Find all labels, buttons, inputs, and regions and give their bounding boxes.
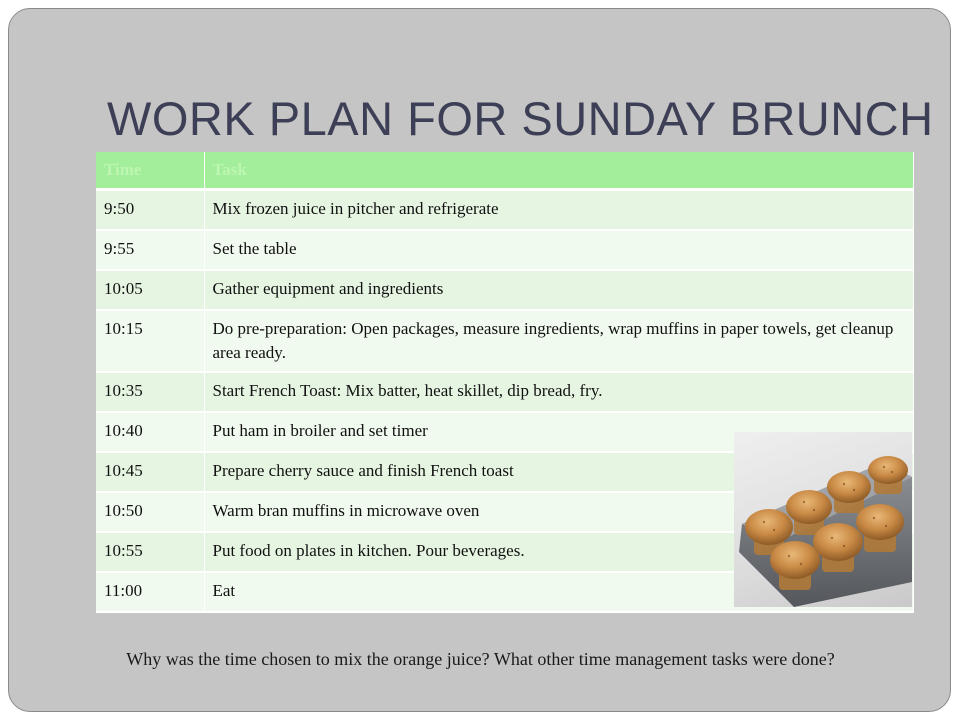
header-time: Time — [96, 152, 204, 189]
discussion-question: Why was the time chosen to mix the orange juice? What other time management tasks were done? — [126, 649, 835, 669]
row-time: 10:45 — [96, 452, 204, 492]
row-time: 9:50 — [96, 189, 204, 230]
table-row — [96, 189, 913, 230]
table-row — [96, 270, 913, 310]
table-header-row — [96, 152, 913, 189]
header-task: Task — [204, 152, 913, 189]
row-task: Put ham in broiler and set timer — [204, 412, 913, 452]
slide — [8, 8, 951, 712]
row-time: 10:15 — [96, 310, 204, 372]
table-row — [96, 230, 913, 270]
row-time: 10:50 — [96, 492, 204, 532]
row-task: Mix frozen juice in pitcher and refrigerate — [204, 189, 913, 230]
row-time: 10:05 — [96, 270, 204, 310]
slide-title: WORK PLAN FOR SUNDAY BRUNCH — [107, 92, 934, 145]
row-time: 10:35 — [96, 372, 204, 412]
row-time: 11:00 — [96, 572, 204, 612]
row-time: 9:55 — [96, 230, 204, 270]
muffins-photo — [734, 432, 912, 607]
row-task: Put food on plates in kitchen. Pour beverages. — [204, 532, 913, 572]
table-row — [96, 310, 913, 372]
muffin-tin-illustration — [734, 432, 912, 607]
table-row — [96, 372, 913, 412]
row-task: Eat — [204, 572, 913, 612]
row-task: Prepare cherry sauce and finish French toast — [204, 452, 913, 492]
row-task: Set the table — [204, 230, 913, 270]
row-time: 10:40 — [96, 412, 204, 452]
row-task: Warm bran muffins in microwave oven — [204, 492, 913, 532]
row-time: 10:55 — [96, 532, 204, 572]
row-task: Start French Toast: Mix batter, heat skillet, dip bread, fry. — [204, 372, 913, 412]
row-task: Do pre-preparation: Open packages, measure ingredients, wrap muffins in paper towels, get cleanup area ready. — [204, 310, 913, 372]
row-task: Gather equipment and ingredients — [204, 270, 913, 310]
